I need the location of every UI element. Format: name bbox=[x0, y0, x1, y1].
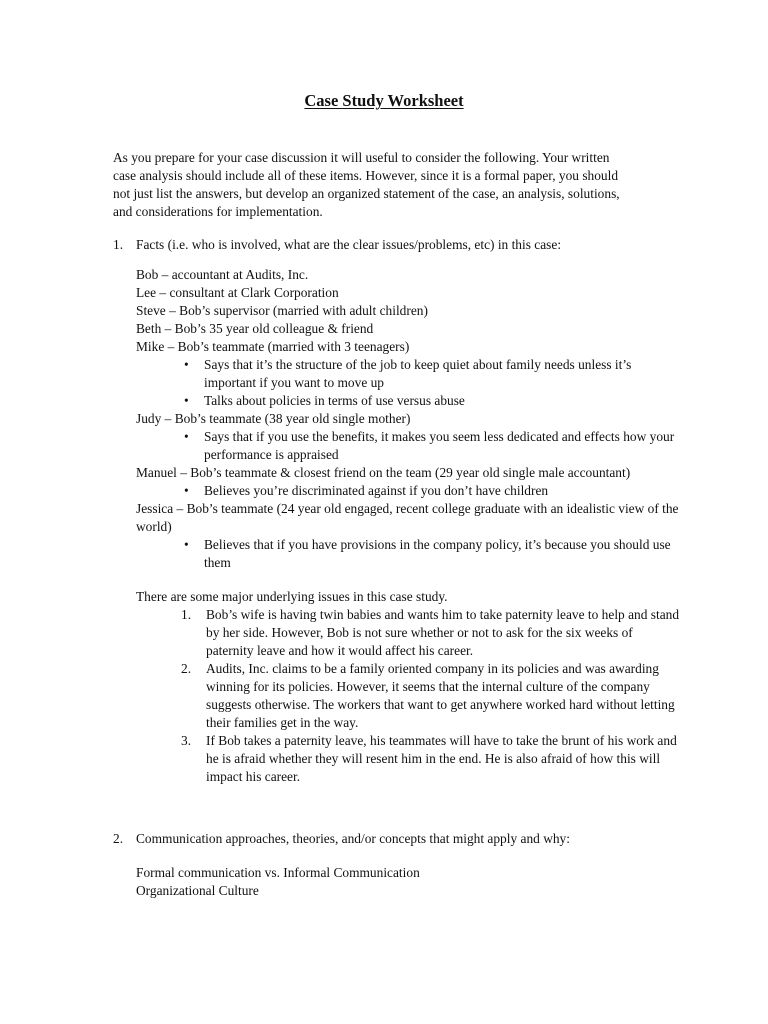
intro-line: and considerations for implementation. bbox=[113, 204, 323, 219]
issues-intro: There are some major underlying issues in this case study. bbox=[136, 589, 448, 604]
person-mike: Mike – Bob’s teammate (married with 3 teenagers) bbox=[136, 339, 410, 354]
person-beth: Beth – Bob’s 35 year old colleague & friend bbox=[136, 321, 374, 336]
intro-paragraph bbox=[113, 149, 683, 221]
issues-list bbox=[181, 606, 681, 786]
intro-line: not just list the answers, but develop an organized statement of the case, an analysis, solutions, bbox=[113, 186, 620, 201]
concept-item: Organizational Culture bbox=[136, 883, 259, 898]
bullet-icon: • bbox=[184, 483, 189, 498]
bullet-item: • Believes you’re discriminated against if you don’t have children bbox=[184, 483, 549, 498]
bullet-item: • Says that if you use the benefits, it makes you seem less dedicated and effects how your performance is appraised bbox=[184, 429, 675, 462]
issue-item: 1. Bob’s wife is having twin babies and wants him to take paternity leave to help and stand by her side. However, Bob is not sure whether or not to ask for the six weeks of paternity leave and how it would affect his career. bbox=[181, 607, 680, 658]
person-manuel: Manuel – Bob’s teammate & closest friend on the team (29 year old single male accountant) bbox=[136, 465, 631, 480]
bullet-icon: • bbox=[184, 537, 189, 552]
bullet-icon: • bbox=[184, 429, 189, 444]
page-title: Case Study Worksheet bbox=[304, 91, 464, 110]
section-2-heading: Communication approaches, theories, and/or concepts that might apply and why: bbox=[136, 831, 570, 846]
bullet-item: • Believes that if you have provisions in the company policy, it’s because you should use them bbox=[184, 537, 671, 570]
bullet-icon: • bbox=[184, 393, 189, 408]
intro-line: case analysis should include all of these items. However, since it is a formal paper, you should bbox=[113, 168, 619, 183]
section-1-number: 1. bbox=[113, 237, 124, 252]
person-steve: Steve – Bob’s supervisor (married with adult children) bbox=[136, 303, 428, 318]
bullet-item: • Talks about policies in terms of use versus abuse bbox=[184, 393, 465, 408]
issue-item: 2. Audits, Inc. claims to be a family oriented company in its policies and was awarding winning for its policies. However, it seems that the internal culture of the company suggests otherwise. The workers that want to get anywhere worked hard without letting their families get in the way. bbox=[181, 661, 675, 730]
person-judy: Judy – Bob’s teammate (38 year old single mother) bbox=[136, 411, 411, 426]
person-jessica: Jessica – Bob’s teammate (24 year old engaged, recent college graduate with an idealistic view of the world) bbox=[136, 501, 679, 534]
intro-line: As you prepare for your case discussion it will useful to consider the following. Your written bbox=[113, 150, 610, 165]
section-1 bbox=[136, 236, 696, 786]
section-2 bbox=[136, 830, 696, 900]
people-list bbox=[136, 266, 696, 572]
person-bob: Bob – accountant at Audits, Inc. bbox=[136, 267, 309, 282]
bullet-icon: • bbox=[184, 357, 189, 372]
issue-item: 3. If Bob takes a paternity leave, his teammates will have to take the brunt of his work and he is afraid whether they will resent him in the end. He is also afraid of how this will impact his career. bbox=[181, 733, 677, 784]
person-lee: Lee – consultant at Clark Corporation bbox=[136, 285, 339, 300]
bullet-item: • Says that it’s the structure of the job to keep quiet about family needs unless it’s important if you want to move up bbox=[184, 357, 632, 390]
concept-item: Formal communication vs. Informal Communication bbox=[136, 865, 420, 880]
section-2-number: 2. bbox=[113, 831, 124, 846]
section-1-heading: Facts (i.e. who is involved, what are the clear issues/problems, etc) in this case: bbox=[136, 237, 562, 252]
